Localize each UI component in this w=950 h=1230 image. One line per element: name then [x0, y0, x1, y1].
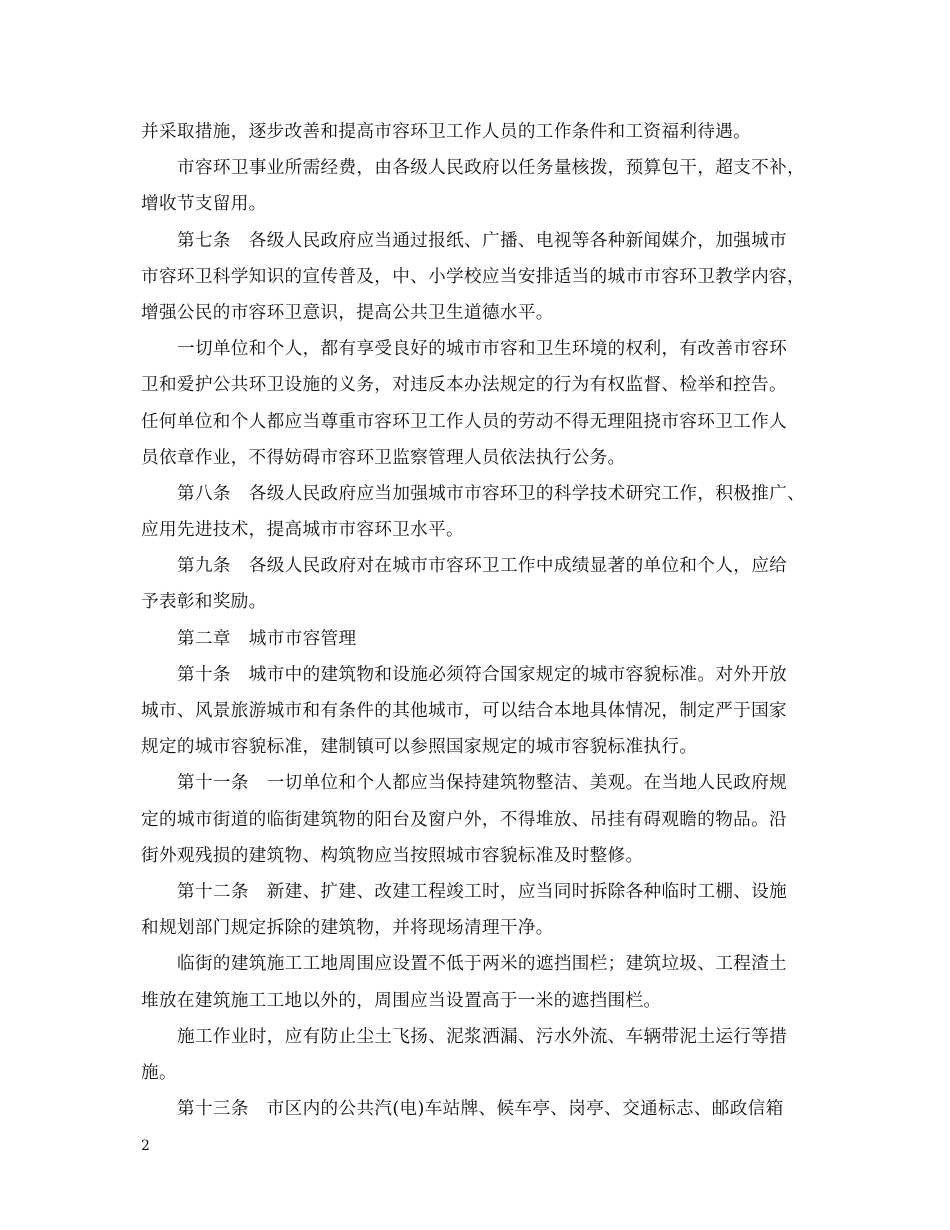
text-line: 应用先进技术，提高城市市容环卫水平。 — [141, 520, 464, 541]
text-line: 市容环卫科学知识的宣传普及，中、小学校应当安排适当的城市市容环卫教学内容， — [141, 266, 805, 287]
text-line: 施工作业时，应有防止尘土飞扬、泥浆洒漏、污水外流、车辆带泥土运行等措 — [177, 1026, 788, 1047]
text-line: 第十三条 市区内的公共汽(电)车站牌、候车亭、岗亭、交通标志、邮政信箱 — [177, 1099, 784, 1120]
text-line: 一切单位和个人，都有享受良好的城市市容和卫生环境的权利，有改善市容环 — [177, 339, 788, 360]
text-line: 第九条 各级人民政府对在城市市容环卫工作中成绩显著的单位和个人，应给 — [177, 556, 788, 577]
text-line: 增强公民的市容环卫意识，提高公共卫生道德水平。 — [141, 302, 554, 323]
text-line: 并采取措施，逐步改善和提高市容环卫工作人员的工作条件和工资福利待遇。 — [141, 122, 752, 142]
text-line: 第十二条 新建、扩建、改建工程竣工时，应当同时拆除各种临时工棚、设施 — [177, 881, 788, 902]
page-number: 2 — [141, 1138, 150, 1154]
text-line: 和规划部门规定拆除的建筑物，并将现场清理干净。 — [141, 918, 554, 939]
text-line: 临街的建筑施工工地周围应设置不低于两米的遮挡围栏；建筑垃圾、工程渣土 — [177, 954, 788, 975]
text-line: 第八条 各级人民政府应当加强城市市容环卫的科学技术研究工作，积极推广、 — [177, 483, 806, 504]
text-line: 卫和爱护公共环卫设施的义务，对违反本办法规定的行为有权监督、检举和控告。 — [141, 375, 787, 396]
text-line: 堆放在建筑施工工地以外的，周围应当设置高于一米的遮挡围栏。 — [141, 990, 662, 1011]
text-line: 增收节支留用。 — [141, 194, 267, 215]
text-line: 任何单位和个人都应当尊重市容环卫工作人员的劳动不得无理阻挠市容环卫工作人 — [141, 411, 787, 432]
text-line: 定的城市街道的临街建筑物的阳台及窗户外，不得堆放、吊挂有碍观瞻的物品。沿 — [141, 809, 787, 830]
chapter-heading: 第二章 城市市容管理 — [177, 628, 357, 649]
text-line: 施。 — [141, 1062, 177, 1083]
text-line: 街外观残损的建筑物、构筑物应当按照城市容貌标准及时整修。 — [141, 845, 644, 866]
text-line: 城市、风景旅游城市和有条件的其他城市，可以结合本地具体情况，制定严于国家 — [141, 701, 787, 721]
text-line: 市容环卫事业所需经费，由各级人民政府以任务量核拨，预算包干，超支不补， — [177, 158, 806, 179]
text-line: 第七条 各级人民政府应当通过报纸、广播、电视等各种新闻媒介，加强城市 — [177, 230, 788, 251]
text-line: 员依章作业，不得妨碍市容环卫监察管理人员依法执行公务。 — [141, 447, 626, 468]
document-body — [141, 114, 821, 1127]
text-line: 予表彰和奖励。 — [141, 592, 267, 613]
text-line: 第十条 城市中的建筑物和设施必须符合国家规定的城市容貌标准。对外开放 — [177, 664, 788, 685]
text-line: 第十一条 一切单位和个人都应当保持建筑物整洁、美观。在当地人民政府规 — [177, 773, 788, 794]
text-line: 规定的城市容貌标准，建制镇可以参照国家规定的城市容貌标准执行。 — [141, 737, 698, 758]
